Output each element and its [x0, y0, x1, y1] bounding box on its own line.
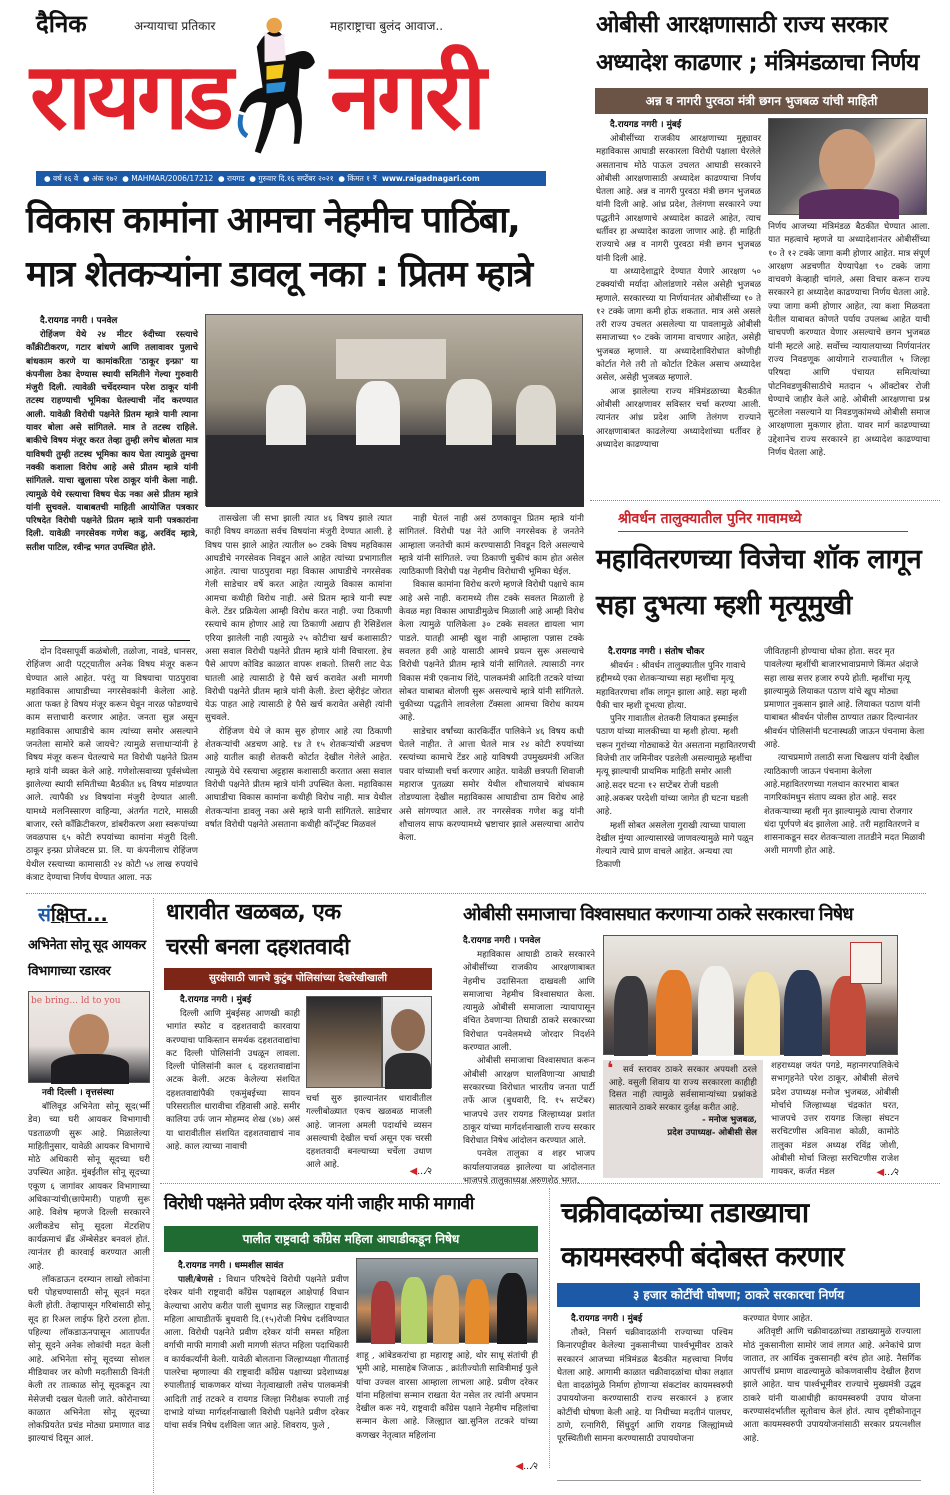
obc-protest-dateline: दै.रायगड नगरी । पनवेल [463, 936, 541, 946]
lead-intro: रोहिंजण येथे २४ मीटर रुंदीच्या रस्त्याचे काँक्रीटीकरण, गटार बांधणे आणि तलावावर पुलाचे बांधकाम करणे या कामांकरिता 'ठाकूर इन्फ्रा' या कंपनीला ठेका देण्यास स्थायी समितीने गेल्या गुरुवारी मंजुरी दिली. त्यावेळी चर्चेदरम्यान परेश ठाकूर यांनी तटस्थ राहण्याची भूमिका घेतल्याची नोंद करण्यात आली. यावेळी विरोधी पक्षनेते प्रितम म्हात्रे यानी त्याना यावर बोला असे सांगितले. मात्र ते तटस्थ राहिले. बाकीचे विषय मंजूर करत तेव्हा तुम्ही लगेच बोलता मात्र याविषयी तुम्ही तटस्थ भूमिका काय घेता त्यामुळे तुमचा नक्की कशाला विरोध आहे असे प्रीतम म्हात्रे यांनी सांगितले. याचा खुलासा परेश ठाकूर यांनी केला नाही. त्यामुळे येथे रस्त्याचा विषय घेऊ नका असे प्रीतम म्हात्रे यांनी सुचवले. याबाबतची माहिती आयोजित पत्रकार परिषदेत विरोधी पक्षनेते प्रितम म्हात्रे यानी पत्रकारांना दिली. यावेळी नगरसेवक गणेश कडु, अरविंद म्हात्रे, सतीश पाटिल, रवीन्द्र भगत उपस्थित होते. [26, 330, 198, 553]
obc-protest-headline: ओबीसी समाजाचा विश्वासघात करणाऱ्या ठाकरे सरकारचा निषेध [463, 904, 853, 925]
protest-photo [603, 935, 898, 1055]
darekar-place: पाली/बेणसे : [178, 1275, 222, 1285]
photo-shawl [799, 189, 899, 219]
horse-rider-logo [236, 8, 326, 168]
photo-calendar [850, 942, 882, 984]
dharavi-article [160, 895, 455, 1185]
sankshipt-label-accent: सं [38, 904, 51, 926]
dharavi-continued[interactable]: ◀...⁄२ [382, 1165, 432, 1179]
photo-person [656, 970, 692, 1056]
dharavi-headline-2: चरसी बनला दहशतवादी [166, 935, 350, 960]
obc-ordinance-subhead: अन्न व नागरी पुरवठा मंत्री छगन भुजबळ यांची माहिती [595, 88, 928, 114]
photo-person [266, 385, 306, 445]
photo-person [401, 1277, 427, 1344]
masthead-title-right: नगरी [330, 43, 483, 150]
photo-person [830, 976, 866, 1056]
quote-author: - मनोज भुजबळ, [702, 1115, 757, 1125]
lead-col1: दोन दिवसापूर्वी कळंबोली, तळोजा, नावडे, धानसर, रोहिंजण आदी पट्ट्यातील अनेक विषय मंजूर करून घेण्यात आले आहेत. परंतु या विषयाचा पाठपुरावा महाविकास आघाडीच्या नगरसेवकांनी केलेला आहे. आता फक्त हे विषय मंजूर करून घेवून नारळ फोडण्याचे काम सत्ताधारी करणार आहेत. जनता सुज्ञ असून महाविकास आघाडीचे काम त्यांच्या समोर असल्याने जनतेला सामोरे कसे जायचे? त्यामुळे सत्ताधाऱ्यांनी हे विषय मंजूर करून घेतल्याचे मत विरोधी पक्षनेते प्रितम म्हात्रे यांनी व्यक्त केले आहे. गणेशोत्सवाच्या पूर्वसंध्येला झालेल्या स्थायी समितीच्या बैठकीत ४६ विषय मांडण्यात आले. त्यापैकी ४४ विषयांना मंजुरी देण्यात आली. यामध्ये मलनिस्सारण वाहिन्या, अंतर्गत गटारे, मासळी बाजार, रस्ते कॉंक्रिटीकरण, डांबरीकरण अशा स्वरूपांच्या जवळपास ६५ कोटी रुपयांच्या कामांना मंजुरी दिली. ठाकूर इन्फ्रा प्रोजेक्टस प्रा. लि. या कंपनीलाच रोहिंजण येथील रस्त्याच्या कामासाठी २४ कोटी ५४ लाख रुपयांचे कंत्राट देण्याचा निर्णय घेण्यात आला. नऊ [26, 647, 198, 884]
obc-ordinance-col1: ओबीसींच्या राजकीय आरक्षणाच्या मुद्द्यावर महाविकास आघाडी सरकारला विरोधी पक्षाला घेरलेले असतानाच मोठे पाऊल उचलत आघाडी सरकारने ओबीसी आरक्षणासाठी अध्यादेश काढण्याचा निर्णय घेतला आहे. अन्न व नागरी पुरवठा मंत्री छगन भुजबळ यांनी दिली आहे. आंध्र प्रदेश, तेलंगणा सरकारने ज्या पद्धतीने आरक्षणाचे अध्यादेश काढले आहेत, त्याच धर्तीवर हा अध्यादेश काढला जाणार आहे. ही माहिती राज्याचे अन्न व नागरी पुरवठा मंत्री छगन भुजबळ यांनी दिली आहे. या अध्यादेशाद्वारे देण्यात येणारे आरक्षण ५० टक्क्यांची मर्यादा ओलांडणारे नसेल असेही भुजबळ म्हणाले. सरकारच्या या निर्णयानंतर ओबीसींच्या १० ते १२ टक्के जागा कमी होऊ शकतात. मात्र असे असले तरी राज्य उचलत असलेल्या या पावलामुळे ओबीसी समाजाच्या ९० टक्के जागमा वाचणार आहेत, असेही भुजबळ म्हणाले. या अध्यादेशाविरोधात कोणीही कोर्टात गेले तरी तो कोर्टात टिकेल असाच अध्यादेश असेल, असेही भुजबळ म्हणाले. आज झालेल्या राज्य मंत्रिमंडळाच्या बैठकीत ओबीसी आरक्षणावर सविस्तर चर्चा करण्या आली. त्यानंतर आंध्र प्रदेश आणि तेलंगण राज्याने आरक्षणाबाबत काढलेल्या अध्यादेशांच्या धर्तीवर हे अध्यादेश काढण्याचा [596, 134, 761, 450]
darekar-dateline: दै.रायगड नगरी । धम्मशील सावंत [178, 1261, 284, 1271]
photo-face [391, 1009, 425, 1051]
masthead-prefix: दैनिक [36, 10, 87, 38]
column-divider [549, 1188, 550, 1468]
darekar-subhead: पालीत राष्ट्रवादी कॉंग्रेस महिला आघाडीकडून निषेध [164, 1226, 538, 1252]
photo-face [819, 129, 875, 195]
obc-ordinance-article [590, 0, 950, 505]
lead-col2: तासखेला जी सभा झाली त्यात ४६ विषय झाले त्यात काही विषय वगळता सर्वच विषयांना मंजुरी देण्यात आली. हे विषय पास झाले आहेत त्यातील ७० टक्के विषय महविकास आघडीचे नगरसेवक निवडून आले आहेत त्यांच्या प्रभागातील आहेत. त्याचा पाठपुरावा महा विकास आघाडीचे नगरसेवक गेली साडेचार वर्षे करत आहेत त्यामुळे विकास कामांना आमचा कधीही विरोध नाही. असे प्रितम म्हात्रे यानी स्पष्ट केले. टेंडर प्रक्रियेला आम्ही विरोध करत नाही. ज्या ठिकाणी रस्त्याचे काम होणार आहे त्या ठिकाणी अद्याप ही रेसिडेंशल एरिया झालेली नाही त्यामुळे २५ कोटीचा खर्च कशासाठी? असा सवाल विरोधी पक्षनेते प्रीतम म्हात्रे यांनी विचारला. हेच पैसे आपण कोविड काळात वापरू शकतो. तिसरी लाट येऊ घातली आहे त्यासाठी हे पैसे खर्च करावेत अशी मागणी विरोधी पक्षनेते प्रीतम म्हात्रे यांनी केली. डेल्टा व्हेरीइंट जोरात येऊ पाहत आहे त्यासाठी हे पैसे खर्च करावेत असेही त्यांनी सुचवले. रोहिंजण येथे जे काम सुरु होणार आहे त्या ठिकाणी शेतकऱ्यांची अडचण आहे. १४ ते १५ शेतकऱ्यांची अडचण आहे यातील काही शेतकरी कोर्टात देखील गेलेले आहेत. त्यामुळे येथे रस्त्याचा अट्टहास कशासाठी करतात असा सवाल विरोधी पक्षनेते प्रीतम म्हात्रे यांनी उपस्थित केला. महाविकास आघाडीचा विकास कामांना कधीही विरोध नाही. मात्र येथील शेतकऱ्यांना डावलु नका असे म्हात्रे यानी सांगितले. साडेचार वर्षात विरोधी पक्षनेते असताना कधीही कॉन्ट्रॅक्ट मिळवलं [205, 514, 392, 830]
darekar-article [160, 1186, 550, 1495]
sankshipt-headline-2: विभागाच्या रडारवर [28, 964, 111, 979]
divider [590, 500, 940, 501]
info-issue: ● अंक १७२ [82, 174, 118, 183]
obc-protest-col1: महाविकास आघाडी ठाकरे सरकारने ओबीसींच्या राजकीय आरक्षणाबाबत नेहमीच उदासिनता दाखवली आणि समाजाचा नेहमीच विश्वासघात केला. त्यामुळे ओबीसी समाजाला न्यायापासून वंचित ठेवणाऱ्या तिघाडी ठाकरे सरकारच्या विरोधात पनवेलमध्ये जोरदार निदर्शने करण्यात आली. ओबीसी समाजाचा विश्वासघात करून ओबीसी आरक्षण घालविणाऱ्या आघाडी सरकारच्या विरोधात भारतीय जनता पार्टी तर्फे आज (बुधवारी, दि. १५ सप्टेंबर) भाजपचे उत्तर रायगड जिल्हाध्यक्ष प्रशांत ठाकूर यांच्या मार्गदर्शनाखाली राज्य सरकार विरोधात निषेध आंदोलन करण्यात आले. पनवेल तालुका व शहर भाजप कार्यालयाजवळ झालेल्या या आंदोलनात भाजपचे तालुकाध्यक्ष अरुणशेठ भगत, [463, 950, 595, 1187]
lead-intro-rule [40, 640, 190, 641]
darekar-continued[interactable]: ◀...⁄२ [488, 1460, 538, 1474]
quote-mark-icon: ❛ [607, 1058, 614, 1079]
info-registration: ● MAHMAR/2006/17212 [122, 174, 214, 183]
quote-text: सर्व स्तरावर ठाकरे सरकार अपयशी ठरले आहे. वसुली शिवाय या राज्य सरकारला काहीही दिसत नाही त्यामुळे सर्वसामान्यांच्या प्रश्नांकडे सातत्याने ठाकरे सरकार दुर्लक्ष करीत आहे. [609, 1065, 757, 1113]
photo-jacket [51, 1054, 129, 1084]
buffalo-headline-1: महावितरणच्या विजेचा शॉक लागून [596, 544, 922, 575]
dharavi-crowd-photo [306, 996, 382, 1088]
photo-banner [336, 339, 446, 379]
continued-arrow-icon: ◀ [515, 1461, 524, 1472]
photo-person [433, 1275, 459, 1344]
photo-person [465, 1279, 489, 1344]
photo-backdrop-text: be bring... ld to you [31, 996, 121, 1006]
buffalo-col1: श्रीवर्धन : श्रीवर्धन तालुक्यातील पुनिर गावाचे हद्दीमध्ये एका शेतकऱ्याच्या सहा म्हशींचा मृत्यू महावितरणचा शॉक लागून झाला आहे. सहा म्हशी पैकी चार म्हशी दूभत्या होत्या. पुनिर गावातील शेतकरी लियाकत इस्माईल पठाण यांच्या मालकीच्या या म्हशी होत्या. म्हशी चरून गुरांच्या गोठ्याकडे येत असताना महावितरणची विजेची तार जमिनीवर पडलेली असल्यामुळे म्हशींचा मृत्यू झाल्याची प्राथमिक माहिती समोर आली आहे.सदर घटना १२ सप्टेंबर रोजी घडली आहे.अकबर परदेशी यांच्या जागेत ही घटना घडली आहे. म्हशीं सोबत असलेला गुराखी त्याच्या पायाला देखील मुंग्या आल्यासारखे जाणवल्यामुळे मागे पळून गेल्याने त्याचे प्राण वाचले आहेत. अन्यथा त्या ठिकाणी [596, 661, 756, 871]
cyclone-article [555, 1186, 950, 1495]
masthead-tagline-right: महाराष्ट्राचा बुलंद आवाज.. [330, 19, 444, 33]
masthead-info-bar [36, 171, 546, 186]
obc-protest-col3: शहराध्यक्ष जयंत पगडे, महानगरपालिकेचे सभागृहनेते परेश ठाकूर, ओबीसी सेलचे प्रदेश उपाध्यक्ष मनोज भुजबळ, ओबीसी मोर्चाचे जिल्हाध्यक्ष चंद्रकांत घरत, भाजपचे उत्तर रायगड जिल्हा संघटन सरचिटणीस अविनाश कोळी, कामोठे तालुका मंडल अध्यक्ष रविंद्र जोशी, ओबीसी मोर्चा जिल्हा सरचिटणीस राजेश गायकर, कर्जत मंडल [771, 1061, 899, 1178]
buffalo-article [590, 505, 950, 870]
photo-person [614, 976, 648, 1056]
sankshipt-dateline: नवी दिल्ली । वृत्तसंस्था [42, 1088, 114, 1098]
obc-ordinance-dateline: दै.रायगड नगरी । मुंबई [610, 120, 682, 130]
photo-person [356, 381, 400, 445]
obc-protest-continued[interactable]: ◀...⁄२ [849, 1166, 899, 1180]
buffalo-dateline: दै.रायगड नगरी । संतोष चौकर [608, 647, 705, 657]
cyclone-col1: तौक्ते, निसर्ग चक्रीवादळांनी राज्याच्या पश्चिम किनारपट्टीवर केलेल्या नुकसानीच्या पार्श्वभूमीवर ठाकरे सरकारनं आजच्या मंत्रिमंडळ बैठकीत महत्त्वाचा निर्णय घेतला आहे. आगामी काळात चक्रीवादळांचा धोका लक्षात घेता वादळांमुळे निर्माण होणाऱ्या संकटांवर कायमस्वरुपी उपाययोजना करण्यासाठी राज्य सरकारनं ३ हजार कोटींची घोषणा केली आहे. या निधीच्या मदतीनं पालघर, ठाणे, रत्नागिरी, सिंधुदुर्ग आणि रायगड जिल्ह्यांमध्ये पूरस्थितीशी सामना करण्यासाठी उपाययोजना [557, 1328, 733, 1445]
sankshipt-body: बॉलिवूड अभिनेता सोनू सूद(र्भ्मी डेव) च्या घरी आयकर विभागाची पडताळणी सुरू आहे. मिळालेल्या माहितीनुसार, यावेळी आयकर विभागाचे मोठे अधिकारी सोनू सूदच्या घरी उपस्थित आहेत. मुंबईतील सोनू सूदच्या एकूण ६ जागांवर आयकर विभागाच्या अधिकाऱ्यांची(छापेमारी) पाहणी सुरू आहे. विशेष म्हणजे दिल्ली सरकारने अलीकडेच सोनू सूदला मेंटरशिप कार्यक्रमाचं ब्रँड ॲम्बेसेडर बनवलं होतं. त्यानंतर ही कारवाई करण्यात आली आहे. लॉकडाऊन दरम्यान लाखो लोकांना घरी पोहचण्यासाठी सोनू सूदनं मदत केली होती. तेव्हापासून गरिबांसाठी सोनू सूद हा रिअल लाईफ हिरो ठरला होता. पहिल्या लॉकडाऊनपासून आतापर्यंत सोनू सूदने अनेक लोकांची मदत केली आहे. अभिनेता सोनू सूदच्या सोशल मीडियावर जर कोणी मदतीसाठी विनंती केली तर तात्काळ सोनू सूदकडून त्या मेसेजची दखल घेतली जाते. कोरोनाच्या काळात अभिनेता सोनू सूदच्या लोकप्रियतेत प्रचंड मोठ्या प्रमाणात वाढ झाल्याचं दिसून आलं. [28, 1102, 150, 1445]
darekar-col2: शाहू , आंबेडकरांचा हा महाराष्ट्र आहे, थोर साधू संतांची ही भूमी आहे, मासाहेब जिजाऊ , क्रांतीज्योती सावित्रीमाई फुले यांचा उज्वल वारसा आम्हाला लाभला आहे. प्रवीण दरेकर यांना महिलांचा सन्मान राखता येत नसेल तर त्यांनी अपमान देखील करू नये, राष्ट्रवादी कॉंग्रेस पक्षाने नेहमीच महिलांचा सन्मान केला आहे. जिल्ह्यात खा.सुनिल तटकरे यांच्या कणखर नेतृत्वात महिलांना [356, 1351, 538, 1441]
photo-table [206, 435, 584, 507]
info-volume: ● वर्ष १६ वे [44, 174, 79, 183]
info-place: ● रायगड [218, 174, 245, 183]
lead-headline-1: विकास कामांना आमचा नेहमीच पाठिंबा, [26, 200, 520, 241]
cyclone-bottom-rule [557, 1480, 921, 1481]
masthead-title-left: रायगड [30, 43, 230, 150]
buffalo-kicker: श्रीवर्धन तालुक्यातील पुनिर गावामध्ये [618, 509, 908, 532]
dharavi-headline-1: धारावीत खळबळ, एक [166, 900, 341, 925]
obc-protest-article [455, 895, 950, 1185]
photo-person [497, 1273, 527, 1344]
cyclone-headline-1: चक्रीवादळांच्या तडाख्याचा [561, 1196, 809, 1229]
photo-person [446, 379, 492, 445]
suspect-photo [382, 996, 432, 1088]
column-divider [153, 898, 154, 1493]
info-price: ● किंमत १ ₹ [338, 174, 378, 183]
cyclone-dateline: दै.रायगड नगरी । मुंबई [571, 1314, 643, 1324]
lead-headline-2: मात्र शेतकऱ्यांना डावलू नका : प्रितम म्हात्रे [26, 254, 532, 295]
info-date: ● गुरुवार दि.१६ सप्टेंबर २०२१ [249, 174, 334, 183]
lead-dateline: दै.रायगड नगरी । पनवेल [40, 316, 118, 326]
obc-ordinance-headline-2: अध्यादेश काढणार ; मंत्रिमंडळाचा निर्णय [596, 50, 919, 76]
dharavi-col2: चर्चा सुरु झाल्यानंतर धारावीतील गल्लीबोळ्यात एकच खळबळ माजली आहे. जानला अमली पदार्थाचे व्यसन असल्याची देखील चर्चा असून एक चरसी दहशतवादी बनल्याच्या चर्चेला उधाण आले आहे. [306, 1094, 432, 1171]
cyclone-subhead: ३ हजार कोटींची घोषणा; ठाकरे सरकारचा निर्णय [557, 1283, 920, 1307]
photo-person [371, 1281, 395, 1344]
lead-col3: नाही घेतलं नाही असं ठणकावून प्रितम म्हात्रे यांनी सांगितलं. विरोधी पक्ष नेते आणि नगरसेवक हे जनतेने आम्हाला जनतेची कामं करण्यासाठी निवडून दिले असल्याचे म्हात्रे यांनी सांगितले. ज्या ठिकाणी चुकीचं काम होत असेल त्याठिकाणी विरोधी पक्ष नेहमीच विरोधाची भूमिका घेईल. विकास कामांना विरोध करणे म्हणजे विरोधी पक्षाचे काम आहे असे नाही. करामध्ये तीस टक्के सवलत मिळाली हे केवळ महा विकास आघाडीमुळेच मिळाली आहे आम्ही विरोध केला त्यामुळे पालिकेला ३० टक्के सवलत द्यायला भाग पाडले. यातही आम्ही खुश नाही आम्हाला पन्नास टक्के सवलत हवी आहे यासाठी आमचे प्रयत्न सुरू असल्याचे विरोधी पक्षनेते प्रीतम म्हात्रे यांनी सांगितले. त्यासाठी नगर विकास मंत्री एकनाथ शिंदे, पालकमंत्री आदिती तटकरे यांच्या सोबत याबाबत बोलणी सुरू असल्याचे म्हात्रे यांनी सांगितले. चुकीच्या पद्धतीने लावलेला टॅक्सला आमचा विरोध कायम आहे. साडेचार वर्षांच्या कारकिर्दीत पालिकेने ४६ विषय कधी घेतले नाहीत. ते आत्ता घेतले मात्र २४ कोटी रुपयांच्या रस्त्यांच्या कामाचे टेंडर आहे याविषयी उपमुख्यमंत्री अजित पवार यांच्याशी चर्चा करणार आहेत. यावेळी छत्रपती शिवाजी महाराज पुतळ्या समोर येथील शौचालयाचे बांधकाम तोडण्याला देखील महाविकास आघाडीचा ठाम विरोध आहे असे सांगण्यात आले. तर नगरसेवक गणेश कडु यांनी शौचालय साफ करण्यामध्ये भ्रष्टाचार झाले असल्याचा आरोप केला. [399, 514, 584, 844]
sonu-sood-photo [28, 991, 150, 1083]
masthead [0, 0, 590, 190]
press-conference-photo [205, 314, 583, 506]
lead-article [0, 190, 590, 884]
sankshipt-headline-1: अभिनेता सोनू सूद आयकर [28, 938, 146, 953]
darekar-col1: पाली/बेणसे : विधान परिषदेचे विरोधी पक्षनेते प्रवीण दरेकर यांनी राष्ट्रवादी कॉंग्रेस पक्षाबद्दल आक्षेपार्ह विधान केल्याचा आरोप करीत पाली सुधागड सह जिल्ह्यात राष्ट्रवादी महिला आघाडीतर्फे बुधवारी दि.(१५)रोजी निषेध दर्शविण्यात आला. विरोधी पक्षनेते प्रवीण दरेकर यांनी समस्त महिला वर्गाची माफी मागावी अशी मागणी संतप्त महिला पदाधिकारी व कार्यकर्त्यांनी केली. यावेळी बोलताना जिल्हाध्यक्षा गीताताई पालरेचा म्हणाल्या की राष्ट्रवादी कॉंग्रेस पक्षाच्या प्रदेशाध्यक्ष रुपालीताई चाकणकर यांच्या नेतृत्वाखाली तसेच पालकमंत्री आदिती ताई तटकरे व रायगड जिल्हा निरीक्षक रुपाली ताई दाभाडे यांच्या मार्गदर्शनाखाली विरोधी पक्षनेते प्रवीण दरेकर यांचा सर्वत्र निषेध दर्शविला जात आहे. शिवराय, फुले , [164, 1275, 349, 1432]
photo-shirt [385, 1053, 431, 1089]
obc-ordinance-col2: निर्णय आजच्या मंत्रिमंडळ बैठकीत घेण्यात आला. यात महत्वाचे म्हणजे या अध्यादेशानंतर ओबीसींच्या १० ते १२ टक्के जागा कमी होणार आहेत. मात्र संपूर्ण आरक्षण अडचणीत येण्यापेक्षा ९० टक्के जागा वाचवणे केव्हाही चांगले, असा विचार करून राज्य सरकारने हा अध्यादेश काढण्याचा निर्णय घेतला आहे. ज्या जागा कमी होणार आहेत, त्या कशा मिळवता येतील याबाबत कोणते पर्याय उपलब्ध आहेत याची चाचपणी करण्यात येणार असल्याचे छगन भुजबळ यांनी म्हटले आहे. सर्वोच्च न्यायालयाच्या निर्णयानंतर राज्य निवडणूक आयोगाने राज्यातील ५ जिल्हा परिषदा आणि पंचायत समित्यांच्या पोटनिवडणुकीसाठीचे मतदान ५ ऑक्टोबर रोजी घेण्याचे जाहीर केले आहे. ओबीसी आरक्षणाचा प्रश्न सुटलेला नसल्याने या निवडणुकांमध्ये ओबीसी समाज आरक्षणाला मुकणार होता. यावर मार्ग काढण्याच्या उद्देशानेच राज्य सरकारने हा अध्यादेश काढण्याचा निर्णय घेतला आहे. [768, 222, 930, 459]
buffalo-col2: जीवितहानी होण्याचा धोका होता. सदर मृत पावलेल्या म्हशींची बाजारभावाप्रमाणे किंमत अंदाजे सहा लाख सत्तर हजार रुपये होती. म्हशींचा मृत्यू झाल्यामुळे लियाकत पठाण यांचे खूप मोठ्या प्रमाणात नुकसान झाले आहे. लियाकत पठाण यांनी याबाबत श्रीवर्धन पोलीस ठाण्यात तक्रार दिल्यानंतर श्रीवर्धन पोलिसांनी घटनास्थळी जाऊन पंचनामा केला आहे. त्याचप्रमाणे तलाठी सजा चिखलप यांनी देखील त्याठिकाणी जाऊन पंचनामा केलेला आहे.महावितरणच्या गलथान कारभारा बाबत नागरिकांमधुन संताप व्यक्त होत आहे. सदर शेतकऱ्याच्या म्हशी मृत झाल्यामुळे त्याचा रोजगार धंदा पूर्णपणे बंद झालेला आहे. तरी महावितरणने व शासनाकडून सदर शेतकऱ्याला तातडीने मदत मिळावी अशी मागणी होत आहे. [764, 647, 925, 857]
womens-wing-photo [356, 1258, 538, 1343]
continued-arrow-icon: ◀ [409, 1166, 418, 1177]
photo-person [698, 966, 734, 1056]
photo-person [784, 970, 822, 1056]
obc-ordinance-headline-1: ओबीसी आरक्षणासाठी राज्य सरकार [596, 12, 888, 38]
sankshipt-label [38, 901, 108, 929]
section-divider [26, 893, 926, 894]
dharavi-subhead: सुरक्षेसाठी जानचे कुटुंब पोलिसांच्या देखरेखीखाली [164, 968, 432, 990]
masthead-tagline-left: अन्यायाचा प्रतिकार [134, 19, 216, 33]
sankshipt-article [0, 895, 152, 1495]
photo-person [744, 972, 780, 1056]
photo-person [516, 385, 556, 445]
quote-role: प्रदेश उपाध्यक्ष- ओबीसी सेल [667, 1127, 757, 1138]
darekar-headline: विरोधी पक्षनेते प्रवीण दरेकर यांनी जाहीर माफी मागावी [164, 1194, 474, 1214]
dharavi-dateline: दै.रायगड नगरी । मुंबई [180, 995, 252, 1005]
sankshipt-label-rest: क्षिप्त... [50, 904, 108, 926]
cyclone-col2: करण्यात येणार आहेत. अतिवृष्टी आणि चक्रीवादळांच्या तडाख्यामुळे राज्याला मोठं नुकसानीला सामोरं जावं लागत आहे. अनेकांचे प्राण जातात, तर आर्थिक नुकसानही बरंच होत आहे. नैसर्गिक आपत्तींचं प्रमाण वाढल्यामुळे कोकणवासीय देखील हैराण झाले आहेत. याच पार्श्वभूमीवर राज्याचे मुख्यमंत्री उद्धव ठाकरे यांनी याआधीही कायमस्वरुपी उपाय योजना करण्यासंदर्भातील सूतोवाच केलं होतं. त्याच दृष्टीकोनातून आता कायमस्वरुपी उपाययोजनांसाठी सरकार प्रयत्नशील आहे. [743, 1314, 921, 1444]
buffalo-headline-2: सहा दुभत्या म्हशी मृत्यूमुखी [596, 590, 852, 621]
obc-protest-quote-box [603, 1060, 763, 1178]
section-divider [160, 1183, 940, 1184]
dharavi-col1: दिल्ली आणि मुंबईसह आणखी काही भागांत स्फोट व दहशतवादी कारवाया करण्याचा पाकिस्तान समर्थक दहशतवाद्यांचा कट दिल्ली पोलिसांनी उधळून लावला. दिल्ली पोलिसांनी काल ६ दहशतवाद्यांना अटक केली. अटक केलेल्या संशयित दहशतवाद्यांपैकी एकमुंबईच्या सायन परिसरातील धारावीचा रहिवासी आहे. समीर कालिया उर्फ जान मोहम्मद शेख (४७) असं या धारावीतील संशयित दहशतवाद्याचं नाव आहे. काल त्याच्या नावाची [166, 1009, 300, 1152]
continued-arrow-icon: ◀ [876, 1167, 885, 1178]
website-link[interactable]: www.raigadnagari.com [382, 174, 480, 183]
chhagan-bhujbal-photo [768, 118, 927, 215]
cyclone-headline-2: कायमस्वरुपी बंदोबस्त करणार [561, 1240, 844, 1273]
